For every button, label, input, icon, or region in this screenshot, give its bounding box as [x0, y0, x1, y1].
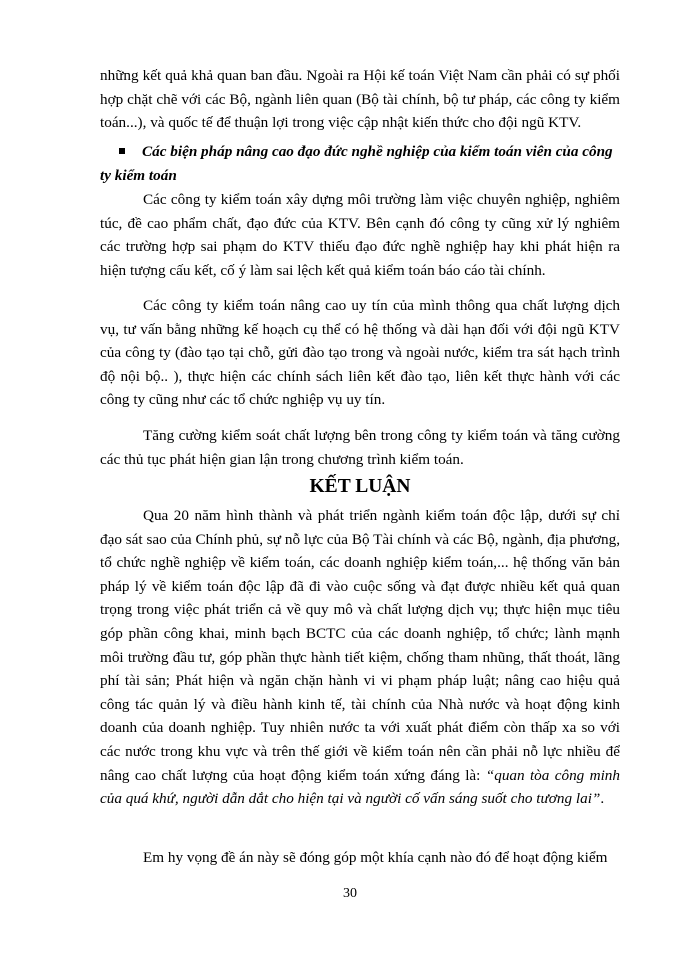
paragraph-intro: những kết quả khả quan ban đầu. Ngoài ra Hội kế toán Việt Nam cần phải có sự phối hợp chặt chẽ với các Bộ, ngành liên quan (Bộ tài chính, bộ tư pháp, các công ty kiểm toán...), và quốc tế để thuận lợi trong việc cập nhật kiến thức cho đội ngũ KTV.	[100, 67, 620, 132]
square-bullet-icon	[119, 148, 125, 154]
conclusion-heading: KẾT LUẬN	[309, 476, 411, 497]
paragraph-ethics-2: Các công ty kiểm toán nâng cao uy tín của mình thông qua chất lượng dịch vụ, tư vấn bằng những kế hoạch cụ thể có hệ thống và dài hạn đối với đội ngũ KTV của công ty (đào tạo tại chỗ, gửi đào tạo trong và ngoài nước, kiểm tra sát hạch trình độ nội bộ.. ), thực hiện các chính sách liên kết đào tạo, liên kết thực hành với các công ty cũng như các tổ chức nghiệp vụ uy tín.	[100, 297, 620, 409]
paragraph-ethics-1: Các công ty kiểm toán xây dựng môi trường làm việc chuyên nghiệp, nghiêm túc, đề cao phẩm chất, đạo đức của KTV. Bên cạnh đó công ty cũng xử lý nghiêm các trường hợp sai phạm do KTV thiếu đạo đức nghề nghiệp hay khi phát hiện ra hiện tượng cấu kết, cố ý làm sai lệch kết quả kiểm toán báo cáo tài chính.	[100, 191, 620, 279]
conclusion-main-text: Qua 20 năm hình thành và phát triển ngành kiểm toán độc lập, dưới sự chỉ đạo sát sao của Chính phủ, sự nỗ lực của Bộ Tài chính và các Bộ, ngành, địa phương, tổ chức nghề nghiệp về kiểm toán, các doanh nghiệp kiểm toán,... hệ thống văn bản pháp lý về kiểm toán độc lập đã đi vào cuộc sống và đạt được nhiều kết quả quan trọng trong việc phát triển cả về quy mô và chất lượng dịch vụ; thực hiện mục tiêu góp phần công khai, minh bạch BCTC của các doanh nghiệp, tổ chức; lành mạnh môi trường đầu tư, góp phần thực hành tiết kiệm, chống tham nhũng, thất thoát, lãng phí tài sản; Phát hiện và ngăn chặn hành vi vi phạm pháp luật; nâng cao hiệu quả công tác quản lý và điều hành kinh tế, tài chính của Nhà nước và hoạt động kinh doanh của doanh nghiệp. Tuy nhiên nước ta với xuất phát điểm còn thấp xa so với các nước trong khu vực và trên thế giới về kiểm toán nên cần phải nỗ lực nhiều để nâng cao chất lượng của hoạt động kiểm toán xứng đáng là:	[100, 507, 620, 784]
conclusion-quote: “quan tòa công minh của quá khứ, người dẫn dắt cho hiện tại và người cố vấn sáng suốt cho tương lai”	[100, 766, 620, 808]
page-number: 30	[343, 886, 357, 901]
bullet-heading	[100, 140, 620, 187]
paragraph-ethics-3: Tăng cường kiểm soát chất lượng bên trong công ty kiểm toán và tăng cường các thủ tục phát hiện gian lận trong chương trình kiểm toán.	[100, 427, 620, 468]
conclusion-end: .	[600, 790, 605, 808]
bullet-heading-text: Các biện pháp nâng cao đạo đức nghề nghiệp của kiểm toán viên của công ty kiểm toán	[100, 143, 613, 184]
paragraph-last: Em hy vọng đề án này sẽ đóng góp một khía cạnh nào đó để hoạt động kiểm	[143, 849, 608, 866]
paragraph-conclusion	[100, 504, 620, 811]
